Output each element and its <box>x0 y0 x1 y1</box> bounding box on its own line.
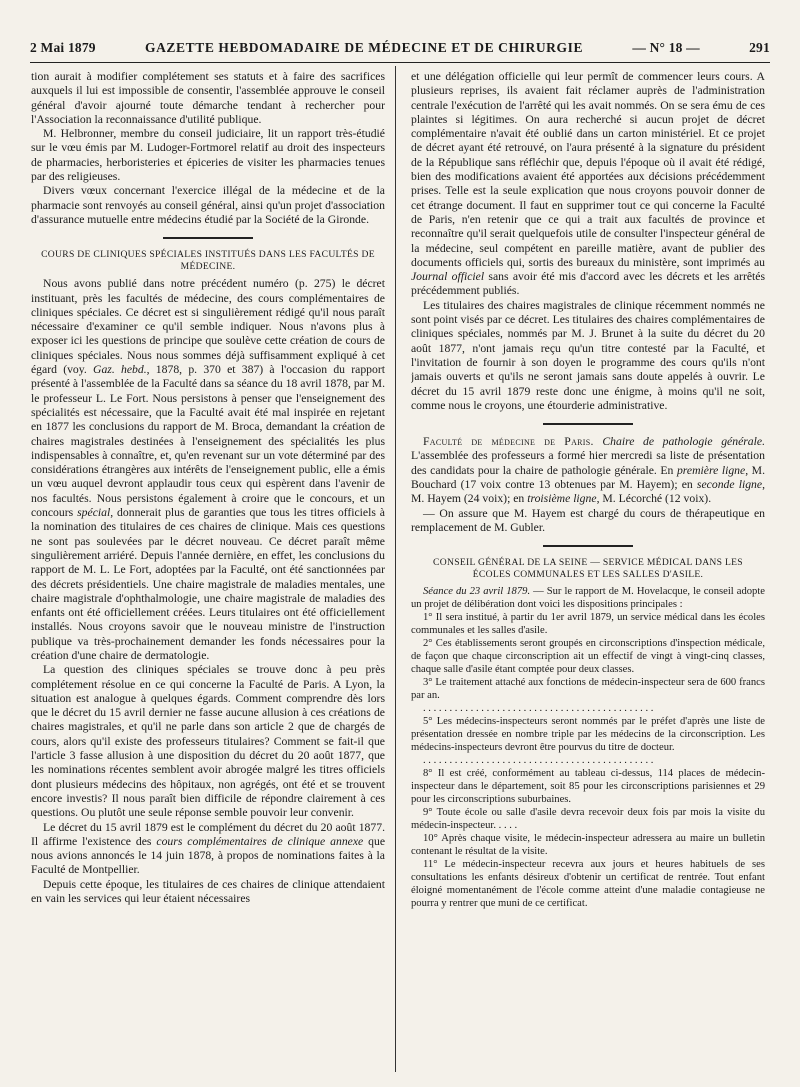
article: 2° Ces établissements seront groupés en circonscriptions d'inspection médicale, de façon que chaque circonscription ait un effectif de vingt à vingt-cinq classes, chaque salle d'asile étant comptée pour deux classes. <box>411 638 765 676</box>
article: 5° Les médecins-inspecteurs seront nommés par le préfet d'après une liste de présentation dressée en nombre triple par les médecins de la circonscription. Les médecins-inspecteurs devront être pourvus du titre de docteur. <box>411 716 765 754</box>
paragraph: Les titulaires des chaires magistrales de clinique récemment nommés ne sont point visés par ce décret. Les titulaires des chaires complémentaires de cliniques spéciales, nommés par M. J. Brunet à la suite du décret du 20 août 1877, n'ont jamais reçu qu'un titre contesté par la Faculté, et l'invitation de fournir à son doyen le programme des cours qu'ils n'ont jamais ouverts et qu'ils ne seront jamais sans doute appelés à ouvrir. Le décret du 15 avril 1879 reste donc une énigme, à moins qu'il ne soit, comme nous le croyons, une étourderie administrative. <box>411 298 765 412</box>
paragraph: Depuis cette époque, les titulaires de ces chaires de clinique attendaient en vain les services qui leur étaient nécessaires <box>31 877 385 906</box>
column-rule <box>395 66 396 1072</box>
article: 1° Il sera institué, à partir du 1er avril 1879, un service médical dans les écoles communales et les salles d'asile. <box>411 612 765 637</box>
paragraph: M. Helbronner, membre du conseil judiciaire, lit un rapport très-étudié sur le vœu émis par M. Ludoger-Fortmorel relatif au droit des inspecteurs de pharmacies, herboristeries et épiceries de visiter les pharmacies tenues par des religieuses. <box>31 127 385 184</box>
article: 8° Il est créé, conformément au tableau ci-dessus, 114 places de médecin-inspecteur dans le département, soit 85 pour les circonscriptions parisiennes et 29 pour les circonscriptions suburbaines. <box>411 768 765 806</box>
ellipsis-line: . . . . . . . . . . . . . . . . . . . . . . . . . . . . . . . . . . . . . . . . . . . . <box>423 755 654 767</box>
section-separator <box>543 423 633 425</box>
paragraph: Le décret du 15 avril 1879 est le complément du décret du 20 août 1877. Il affirme l'existence des cours complémentaires de clinique annexe que nous avions annoncés le 14 juin 1878, à propos de nominations faites à la Faculté de Montpellier. <box>31 820 385 877</box>
paragraph: et une délégation officielle qui leur permît de commencer leurs cours. A plusieurs reprises, ils avaient fait réclamer auprès de l'administration centrale l'exécution de l'arrêté qui les avait nommés. On se sera ému de ces plaintes si légitimes. On aura recherché si aucun projet de décret complémentaire n'avait été oublié dans un carton ministériel. Et ce projet de décret ayant été retrouvé, on l'aura présenté à la signature du président de la République sans réfléchir que, depuis l'époque où il avait été rédigé, bien des modifications avaient été apportées aux décisions précédemment prises. Telle est la seule explication que nous croyons pouvoir donner de cet étrange document. Il faut en supprimer tout ce qui concerne la Faculté de Paris, n'en retenir que ce qui a trait aux facultés de province et reconnaître qu'il serait quelquefois utile de consulter l'inspecteur général de la médecine, seul compétent en pareille matière, avant de publier des documents officiels qui, sortis des bureaux du ministère, sont imprimés au Journal officiel sans avoir été mis d'accord avec les décrets et les arrêtés précédemment publiés. <box>411 70 765 298</box>
paragraph: — On assure que M. Hayem est chargé du cours de thérapeutique en remplacement de M. Gubler. <box>411 506 765 534</box>
left-column <box>31 70 385 1070</box>
paragraph: tion aurait à modifier complétement ses statuts et à faire des sacrifices auxquels il lui est impossible de consentir, l'assemblée approuve le conseil général d'avoir ajourné toute démarche tendant à rechercher pour l'Association la reconnaissance d'utilité publique. <box>31 70 385 126</box>
ellipsis-line: . . . . . . . . . . . . . . . . . . . . . . . . . . . . . . . . . . . . . . . . . . . . <box>423 703 654 715</box>
section-heading: COURS DE CLINIQUES SPÉCIALES INSTITUÉS DANS LES FACULTÉS DE MÉDECINE. <box>41 249 375 273</box>
page-number: 291 <box>749 40 770 55</box>
section-heading: CONSEIL GÉNÉRAL DE LA SEINE — SERVICE MÉDICAL DANS LES ÉCOLES COMMUNALES ET LES SALLES D'ASILE. <box>433 557 743 581</box>
section-separator <box>163 237 253 239</box>
paragraph: La question des cliniques spéciales se trouve donc à peu près complétement résolue en ce qui concerne la Faculté de Paris. A Lyon, la situation est analogue à quelques égards. Comment comprendre dès lors que le décret du 15 avril dernier ne fasse aucune allusion à ces créations de chaires magistrales, et qu'il ne parle dans son article 2 que de chargés de cours, alors qu'il existe des professeurs titulaires? Comment se fait-il que l'article 3 fasse allusion à une disposition du décret du 20 août 1877, que les nominations récentes semblent avoir abrogée malgré les titres officiels dont plusieurs médecins des hôpitaux, non agrégés, ont été et se trouvent encore investis? Il nous paraît bien difficile de répondre clairement à ces questions. Ou plutôt une seule réponse semble pouvoir leur convenir. <box>31 663 385 820</box>
paragraph: Nous avons publié dans notre précédent numéro (p. 275) le décret instituant, près les facultés de médecine, des cours complémentaires de cliniques spéciales. Ce décret est si singulièrement rédigé qu'il nous paraît nécessaire d'examiner ce qu'il semble indiquer. Nous n'avons plus à exposer ici les questions de principe que soulève cette création de cours de cliniques spéciales. Nous nous sommes déjà suffisamment expliqué à cet égard (voy. Gaz. hebd., 1878, p. 370 et 387) à l'occasion du rapport présenté à l'assemblée de la Faculté dans sa séance du 18 avril 1878, par M. le professeur L. Le Fort. Nous persistons à penser que l'enseignement des spécialités est nécessaire, que la Faculté avait été mal inspirée en rejetant en 1877 les conclusions du rapport de M. Broca, demandant la création de chaires magistrales destinées à l'enseignement des spécialités les plus indispensables à connaître, et, qu'en revenant sur un vote déterminé par des considérations étrangères aux intérêts de l'enseignement public, elle a émis un vœu auquel devront applaudir tous ceux qui espèrent dans l'avenir de nos facultés. Nous persistons également à croire que le concours, et un concours spécial, donnerait plus de garanties que tous les titres officiels à la nomination des titulaires de ces chaires de clinique. Mais ces questions ne sont pas soulevées par le décret nouveau. Ce décret paraît même singulièrement arriéré. Depuis l'année dernière, en effet, les conclusions du rapport de M. L. Le Fort, adoptées par la Faculté, ont été sanctionnées par des décrets présidentiels. Une chaire magistrale de maladies mentales, une chaire magistrale d'ophthalmologie, une chaire magistrale de maladies des enfants ont été officiellement créées. Leurs titulaires ont été officiellement installés. Nous croyons savoir que le nouveau ministre de l'instruction publique va très-prochainement demander les fonds nécessaires pour la création d'une chaire de dermatologie. <box>31 277 385 662</box>
paragraph: Séance du 23 avril 1879. — Sur le rapport de M. Hovelacque, le conseil adopte un projet de délibération dont voici les dispositions principales : <box>411 586 765 611</box>
article: 9° Toute école ou salle d'asile devra recevoir deux fois par mois la visite du médecin-inspecteur. . . . . <box>411 807 765 832</box>
journal-title: GAZETTE HEBDOMADAIRE DE MÉDECINE ET DE CHIRURGIE <box>144 40 584 55</box>
council-decree <box>411 585 765 910</box>
page-header <box>30 38 770 58</box>
right-column <box>411 70 765 1070</box>
header-rule <box>30 62 770 63</box>
article: 10° Après chaque visite, le médecin-inspecteur adressera au maire un bulletin contenant le résultat de la visite. <box>411 833 765 858</box>
section-separator <box>543 545 633 547</box>
issue-number: — N° 18 — <box>632 40 700 55</box>
header-date: 2 Mai 1879 <box>30 40 96 55</box>
faculty-news: Faculté de médecine de Paris. Chaire de pathologie générale. L'assemblée des professeurs a formé hier mercredi sa liste de présentation des candidats pour la chaire de pathologie générale. En première ligne, M. Bouchard (17 voix contre 13 obtenues par M. Hayem); en seconde ligne, M. Hayem (24 voix); en troisième ligne, M. Lécorché (12 voix). <box>411 435 765 506</box>
paragraph: Divers vœux concernant l'exercice illégal de la médecine et de la pharmacie sont renvoyés au conseil général, ainsi qu'un projet d'association d'assurance mutuelle entre médecins étudié par la Société de la Gironde. <box>31 184 385 226</box>
article: 3° Le traitement attaché aux fonctions de médecin-inspecteur sera de 600 francs par an. <box>411 677 765 702</box>
article: 11° Le médecin-inspecteur recevra aux jours et heures habituels de ses consultations les enfants désireux d'obtenir un certificat de rentrée. Tout enfant éloigné momentanément de l'école comme atteint d'une maladie contagieuse ne pourra y rentrer que muni de ce certificat. <box>411 859 765 910</box>
